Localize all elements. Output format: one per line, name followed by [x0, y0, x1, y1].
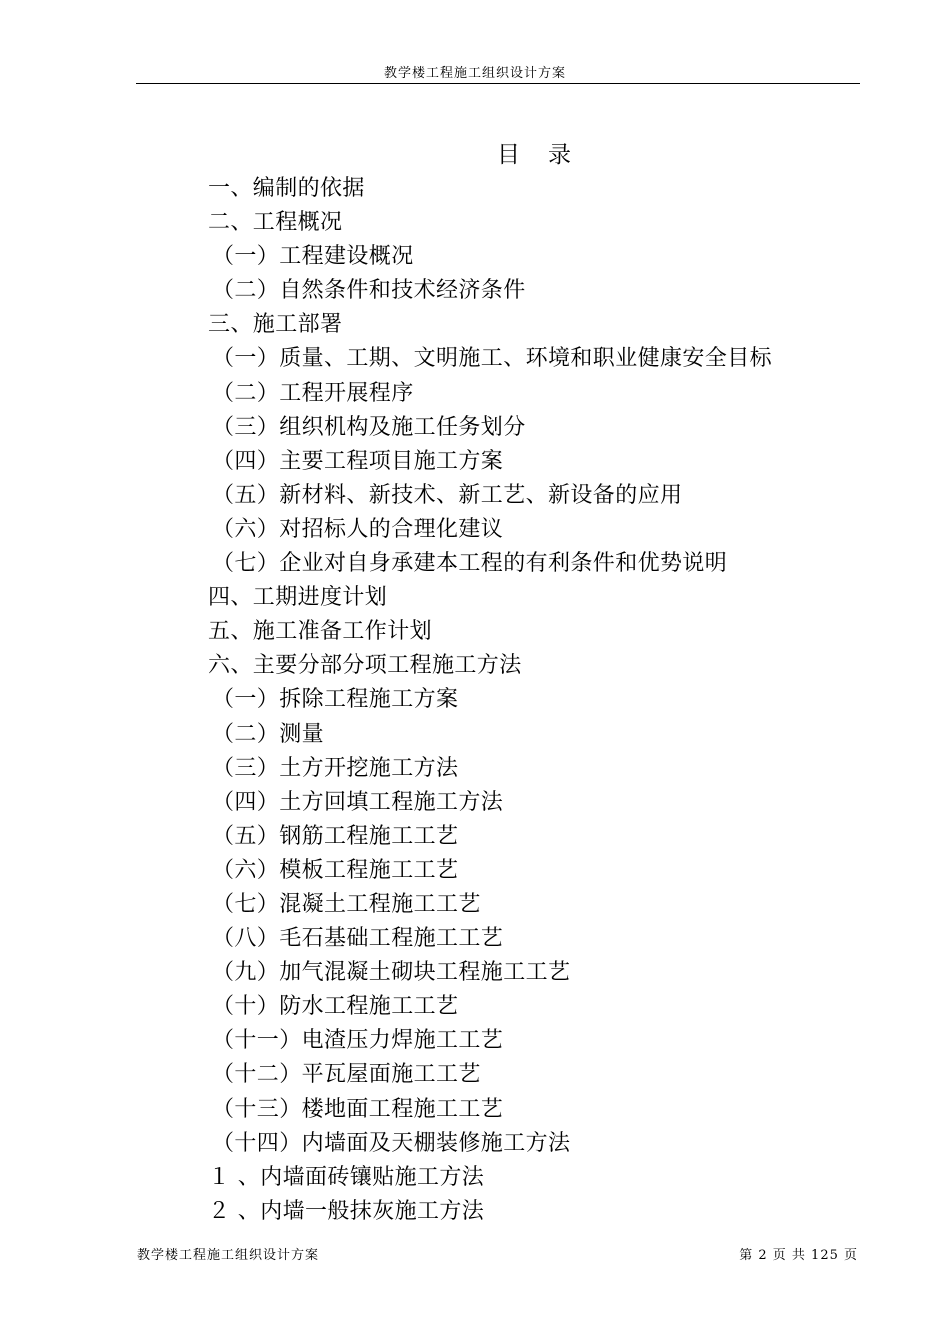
toc-entry[interactable]: （三）组织机构及施工任务划分 [212, 414, 526, 440]
footer-document-title: 教学楼工程施工组织设计方案 [137, 1248, 320, 1263]
toc-entry[interactable]: （七）混凝土工程施工工艺 [212, 891, 481, 917]
toc-entry[interactable]: （六）对招标人的合理化建议 [212, 516, 504, 542]
toc-entry[interactable]: 二、工程概况 [208, 210, 343, 236]
toc-entry[interactable]: （三）土方开挖施工方法 [212, 755, 459, 781]
toc-entry[interactable]: 六、主要分部分项工程施工方法 [208, 653, 522, 679]
toc-entry[interactable]: （十一）电渣压力焊施工工艺 [212, 1028, 504, 1054]
toc-entry[interactable]: （四）主要工程项目施工方案 [212, 448, 504, 474]
toc-title-char-2: 录 [548, 142, 573, 168]
toc-entry[interactable]: （十二）平瓦屋面施工工艺 [212, 1062, 481, 1088]
toc-entry[interactable]: （六）模板工程施工工艺 [212, 857, 459, 883]
toc-entry[interactable]: （一）工程建设概况 [212, 244, 414, 270]
toc-entry[interactable]: （十三）楼地面工程施工工艺 [212, 1096, 504, 1122]
toc-entry[interactable]: （五）钢筋工程施工工艺 [212, 823, 459, 849]
toc-list [208, 172, 848, 1229]
toc-entry[interactable]: 五、施工准备工作计划 [208, 619, 433, 645]
toc-entry[interactable]: （二）自然条件和技术经济条件 [212, 278, 526, 304]
toc-entry[interactable]: （二）工程开展程序 [212, 380, 414, 406]
page-header-title: 教学楼工程施工组织设计方案 [383, 66, 566, 81]
toc-entry[interactable]: （一）质量、工期、文明施工、环境和职业健康安全目标 [212, 346, 773, 372]
toc-title-char-1: 目 [497, 142, 522, 168]
header-divider [136, 83, 860, 84]
toc-entry[interactable]: （九）加气混凝土砌块工程施工工艺 [212, 960, 571, 986]
footer-page-number: 第 2 页 共 125 页 [739, 1248, 858, 1263]
toc-entry[interactable]: （十四）内墙面及天棚装修施工方法 [212, 1130, 571, 1156]
toc-entry[interactable]: （八）毛石基础工程施工工艺 [212, 926, 504, 952]
toc-entry[interactable]: （二）测量 [212, 721, 325, 747]
toc-entry[interactable]: 四、工期进度计划 [208, 585, 388, 611]
toc-entry[interactable]: ２ 、内墙一般抹灰施工方法 [208, 1198, 485, 1224]
toc-entry[interactable]: （十）防水工程施工工艺 [212, 994, 459, 1020]
toc-entry[interactable]: １ 、内墙面砖镶贴施工方法 [208, 1164, 485, 1190]
toc-entry[interactable]: 三、施工部署 [208, 312, 343, 338]
toc-entry[interactable]: （一）拆除工程施工方案 [212, 687, 459, 713]
toc-entry[interactable]: （七）企业对自身承建本工程的有利条件和优势说明 [212, 551, 728, 577]
toc-entry[interactable]: 一、编制的依据 [208, 176, 365, 201]
toc-entry[interactable]: （四）土方回填工程施工方法 [212, 789, 504, 815]
toc-title [0, 140, 950, 170]
toc-entry[interactable]: （五）新材料、新技术、新工艺、新设备的应用 [212, 482, 683, 508]
